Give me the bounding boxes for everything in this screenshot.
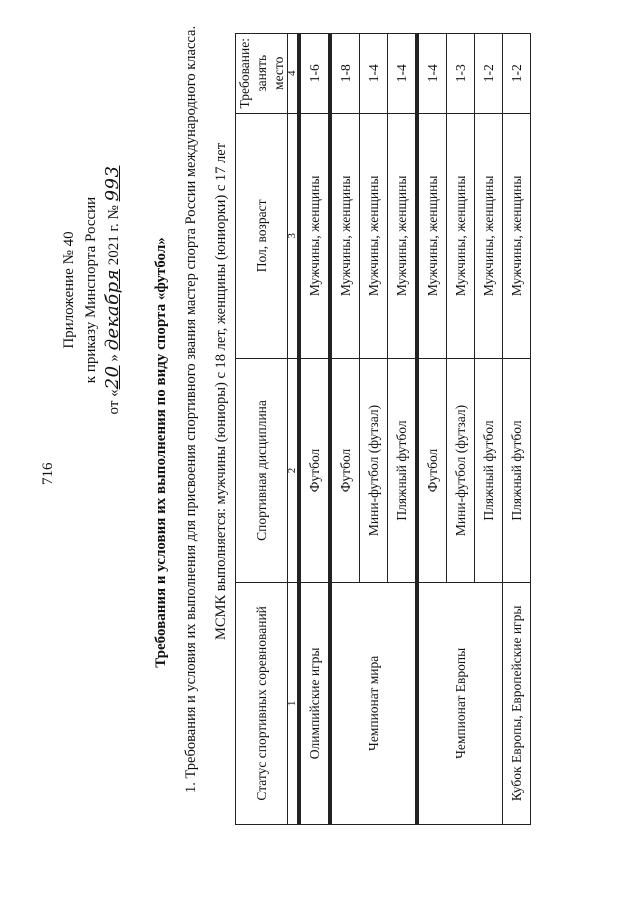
discipline-cell: Футбол [301,359,330,582]
sex-cell: Мужчины, женщины [301,113,330,359]
place-cell: 1-4 [388,34,417,114]
table-column-numbers [288,34,299,825]
col-number: 1 [288,582,299,824]
table-row [503,34,531,825]
sex-cell: Мужчины, женщины [419,113,447,359]
header-sex-age: Пол, возраст [236,113,288,359]
status-cell: Чемпионат мира [332,582,417,824]
date-month: декабря [102,268,123,351]
table-row [419,34,447,825]
date-prefix: от « [106,389,122,415]
sex-cell: Мужчины, женщины [360,113,388,359]
discipline-cell: Футбол [419,359,447,582]
page-number: 716 [40,462,56,485]
appendix-block [58,140,125,440]
appendix-order-ref: к приказу Минспорта России [83,196,99,384]
place-cell: 1-4 [419,34,447,114]
header-status: Статус спортивных соревнований [236,582,288,824]
order-number: 993 [102,165,123,202]
sex-cell: Мужчины, женщины [388,113,417,359]
table-row [332,34,360,825]
sex-cell: Мужчины, женщины [503,113,531,359]
place-cell: 1-4 [360,34,388,114]
table-row [301,34,330,825]
header-place: Требование: занять место [236,34,288,114]
col-number: 3 [288,113,299,359]
date-day: 20 [102,365,123,390]
discipline-cell: Мини-футбол (футзал) [360,359,388,582]
discipline-cell: Пляжный футбол [475,359,503,582]
place-cell: 1-2 [475,34,503,114]
place-cell: 1-8 [332,34,360,114]
status-cell: Олимпийские игры [301,582,330,824]
sex-cell: Мужчины, женщины [332,113,360,359]
sex-cell: Мужчины, женщины [475,113,503,359]
age-requirement-note: МСМК выполняется: мужчины (юниоры) с 18 лет, женщины (юниорки) с 17 лет [213,142,229,640]
table-header-row [236,34,288,825]
col-number: 2 [288,359,299,582]
status-cell: Кубок Европы, Европейские игры [503,582,531,824]
document-heading: Требования и условия их выполнения по виду спорта «футбол» [153,237,169,668]
place-cell: 1-6 [301,34,330,114]
date-separator: » [106,350,122,366]
discipline-cell: Пляжный футбол [503,359,531,582]
sex-cell: Мужчины, женщины [447,113,475,359]
col-number: 4 [288,34,299,114]
place-cell: 1-2 [503,34,531,114]
date-year: 2021 г. № [106,201,122,269]
appendix-order-date [102,140,125,440]
requirements-table [235,33,531,825]
discipline-cell: Футбол [332,359,360,582]
place-cell: 1-3 [447,34,475,114]
status-cell: Чемпионат Европы [419,582,503,824]
header-discipline: Спортивная дисциплина [236,359,288,582]
appendix-title: Приложение № 40 [61,231,77,349]
discipline-cell: Пляжный футбол [388,359,417,582]
section-paragraph: 1. Требования и условия их выполнения для присвоения спортивного звания мастер спорта России международного класса. [183,25,199,793]
discipline-cell: Мини-футбол (футзал) [447,359,475,582]
